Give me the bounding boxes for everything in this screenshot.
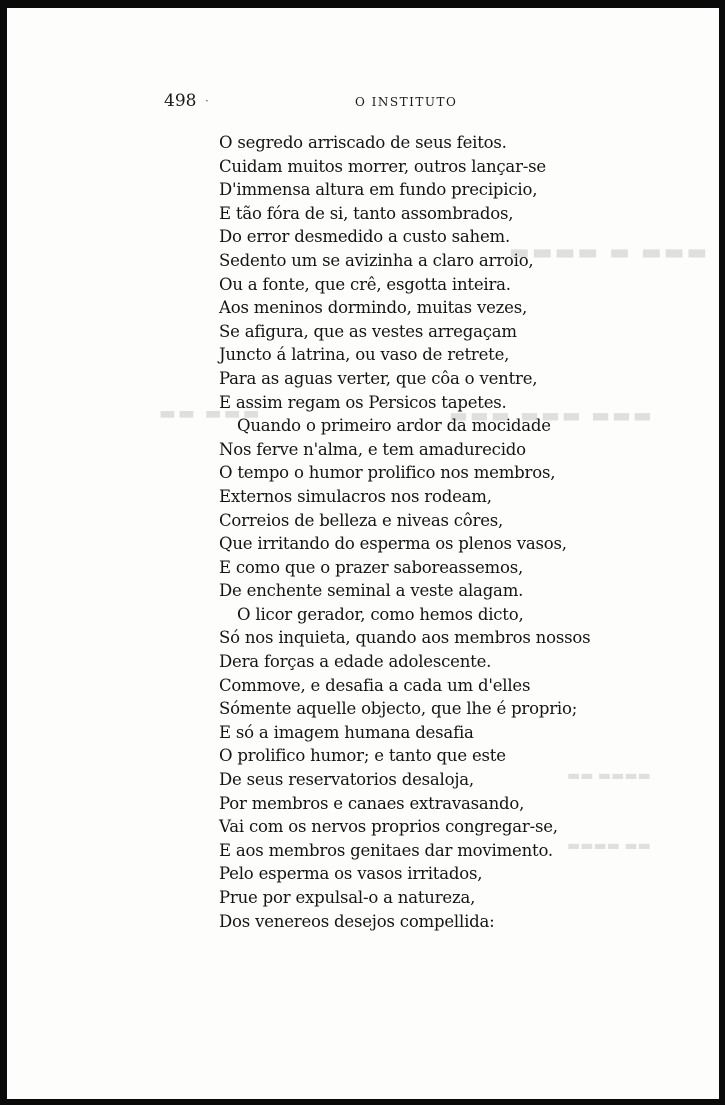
verse-line: Que irritando do esperma os plenos vasos,: [219, 534, 567, 554]
verse-line: Commove, e desafia a cada um d'elles: [219, 675, 531, 695]
verse-line: Do error desmedido a custo sahem.: [219, 227, 511, 247]
verse-line: E só a imagem humana desafia: [219, 722, 474, 742]
poem-text: [219, 131, 699, 933]
verse-line: Para as aguas verter, que côa o ventre,: [219, 368, 538, 388]
verse-line: O prolifico humor; e tanto que este: [219, 746, 506, 766]
verse-line: Prue por expulsal-o a natureza,: [219, 888, 476, 907]
verse-line: Por membros e canaes extravasando,: [219, 793, 525, 813]
verse-line: Ou a fonte, que crê, esgotta inteira.: [219, 274, 511, 294]
verse-line: Nos ferve n'alma, e tem amadurecido: [219, 439, 526, 459]
bleed-through-texture: ▬▬▬ ▬ ▬▬▬▬: [507, 240, 708, 265]
bleed-through-texture: ▬▬▬ ▬▬▬ ▬▬▬: [447, 403, 652, 427]
header-separator: ·: [205, 94, 209, 108]
verse-line: Dos venereos desejos compellida:: [219, 911, 495, 931]
verse-line: Pelo esperma os vasos irritados,: [219, 864, 483, 884]
verse-line: Dera forças a edade adolescente.: [219, 652, 492, 672]
verse-line-stanza-start: O licor gerador, como hemos dicto,: [237, 604, 524, 624]
verse-line: Correios de belleza e niveas côres,: [219, 510, 504, 530]
verse-line: Só nos inquieta, quando aos membros nossos: [219, 628, 591, 648]
bleed-through-texture: ▬▬▬ ▬▬: [157, 403, 260, 424]
verse-line: O tempo o humor prolifico nos membros,: [219, 463, 556, 483]
verse-line: Juncto á latrina, ou vaso de retrete,: [219, 345, 510, 365]
page-number: 498: [164, 91, 197, 111]
verse-line-stanza-start: Quando o primeiro ardor da mocidade: [237, 416, 551, 436]
verse-line: E tão fóra de si, tanto assombrados,: [219, 203, 514, 223]
verse-line: Externos simulacros nos rodeam,: [219, 486, 492, 506]
bleed-through-texture: ▬▬ ▬▬▬▬: [567, 838, 651, 854]
verse-line: Vai com os nervos proprios congregar-se,: [219, 817, 558, 837]
page-header: [7, 8, 719, 128]
bleed-through-texture: ▬▬▬▬ ▬▬: [567, 768, 651, 784]
book-page: [7, 8, 719, 1099]
verse-line: Cuidam muitos morrer, outros lançar-se: [219, 156, 546, 176]
verse-line: Aos meninos dormindo, muitas vezes,: [219, 298, 528, 318]
verse-line: Sómente aquelle objecto, que lhe é proprio;: [219, 699, 578, 719]
verse-line: E como que o prazer saboreassemos,: [219, 557, 524, 577]
verse-line: E aos membros genitaes dar movimento.: [219, 840, 553, 860]
verse-line: Sedento um se avizinha a claro arroio,: [219, 250, 534, 270]
verse-line: D'immensa altura em fundo precipicio,: [219, 180, 538, 200]
running-title: O INSTITUTO: [355, 95, 458, 109]
verse-line: De seus reservatorios desaloja,: [219, 770, 474, 790]
verse-line: Se afigura, que as vestes arregaçam: [219, 321, 517, 341]
verse-line: O segredo arriscado de seus feitos.: [219, 133, 507, 152]
verse-line: De enchente seminal a veste alagam.: [219, 581, 524, 601]
verse-line: E assim regam os Persicos tapetes.: [219, 392, 507, 412]
